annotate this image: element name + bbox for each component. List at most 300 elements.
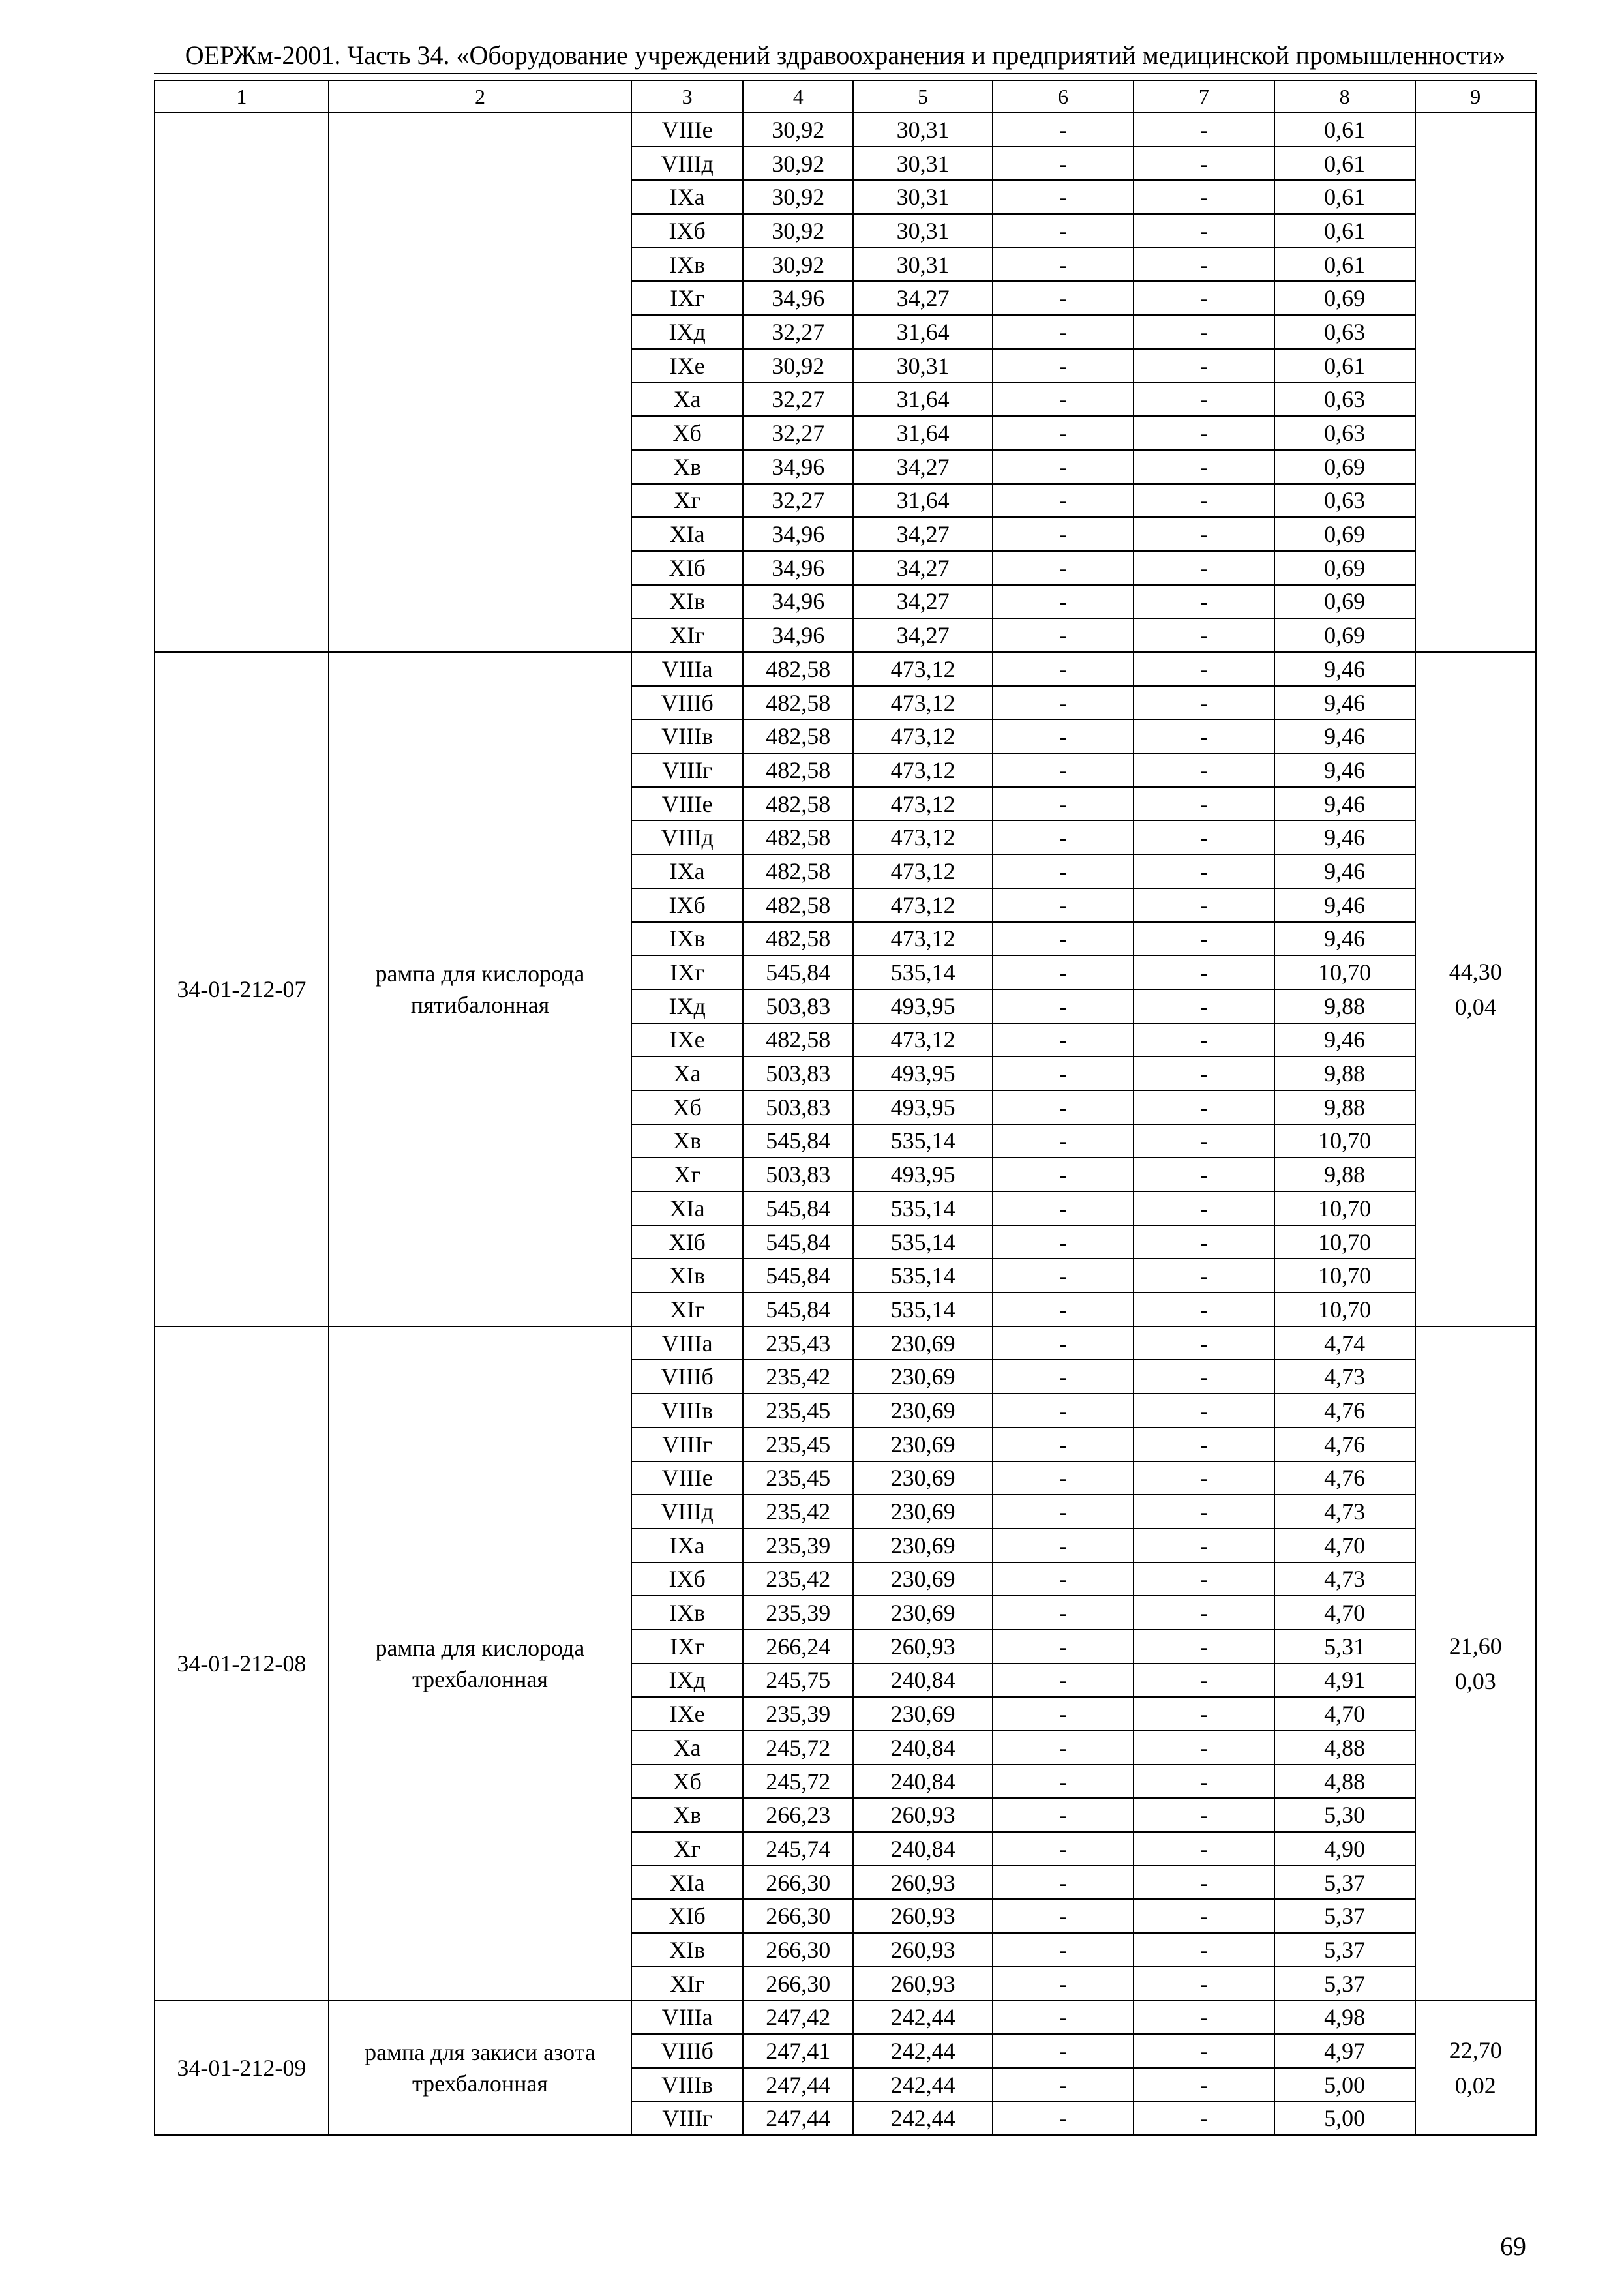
materials-cell: 0,61 xyxy=(1274,147,1415,181)
materials-cell: 10,70 xyxy=(1274,1225,1415,1259)
materials-cell: 4,97 xyxy=(1274,2034,1415,2068)
driver-wages-cell: - xyxy=(1134,2034,1274,2068)
wages-cell: 30,31 xyxy=(853,214,993,248)
machines-cell: - xyxy=(993,1461,1134,1495)
labor-cost-cell xyxy=(1415,2001,1536,2136)
driver-wages-cell: - xyxy=(1134,1428,1274,1461)
driver-wages-cell: - xyxy=(1134,281,1274,315)
driver-wages-cell: - xyxy=(1134,753,1274,787)
machines-cell: - xyxy=(993,854,1134,888)
header-rule xyxy=(154,73,1537,74)
machines-cell: - xyxy=(993,2034,1134,2068)
zone-cell: IXд xyxy=(631,1664,743,1698)
total-cost-cell: 235,42 xyxy=(743,1360,853,1394)
total-cost-cell: 266,30 xyxy=(743,1967,853,2001)
total-cost-cell: 235,39 xyxy=(743,1596,853,1630)
total-cost-cell: 30,92 xyxy=(743,180,853,214)
driver-wages-cell: - xyxy=(1134,484,1274,518)
wages-cell: 230,69 xyxy=(853,1697,993,1731)
driver-wages-cell: - xyxy=(1134,180,1274,214)
total-cost-cell: 247,41 xyxy=(743,2034,853,2068)
machines-cell: - xyxy=(993,719,1134,753)
materials-cell: 4,74 xyxy=(1274,1326,1415,1360)
wages-cell: 240,84 xyxy=(853,1664,993,1698)
total-cost-cell: 32,27 xyxy=(743,416,853,450)
materials-cell: 4,70 xyxy=(1274,1529,1415,1563)
total-cost-cell: 32,27 xyxy=(743,484,853,518)
zone-cell: XIг xyxy=(631,618,743,652)
zone-cell: XIв xyxy=(631,1933,743,1967)
zone-cell: IXг xyxy=(631,955,743,989)
driver-wages-cell: - xyxy=(1134,1664,1274,1698)
page-header: ОЕРЖм-2001. Часть 34. «Оборудование учреждений здравоохранения и предприятий медицинской промышленности» xyxy=(185,40,1506,70)
driver-wages-cell: - xyxy=(1134,1495,1274,1529)
machines-cell: - xyxy=(993,888,1134,922)
total-cost-cell: 235,45 xyxy=(743,1428,853,1461)
column-number: 9 xyxy=(1415,80,1536,113)
machines-cell: - xyxy=(993,989,1134,1023)
zone-cell: Xг xyxy=(631,1832,743,1866)
total-cost-cell: 32,27 xyxy=(743,383,853,417)
wages-cell: 230,69 xyxy=(853,1563,993,1596)
materials-cell: 0,63 xyxy=(1274,484,1415,518)
zone-cell: XIа xyxy=(631,517,743,551)
materials-cell: 4,76 xyxy=(1274,1461,1415,1495)
driver-wages-cell: - xyxy=(1134,517,1274,551)
zone-cell: IXб xyxy=(631,1563,743,1596)
driver-wages-cell: - xyxy=(1134,1731,1274,1765)
zone-cell: VIIIе xyxy=(631,787,743,821)
zone-cell: IXд xyxy=(631,315,743,349)
machines-cell: - xyxy=(993,180,1134,214)
machines-cell: - xyxy=(993,248,1134,282)
materials-cell: 9,46 xyxy=(1274,820,1415,854)
wages-cell: 230,69 xyxy=(853,1461,993,1495)
zone-cell: Xв xyxy=(631,1124,743,1158)
zone-cell: VIIIб xyxy=(631,686,743,720)
materials-cell: 4,88 xyxy=(1274,1765,1415,1799)
materials-cell: 4,73 xyxy=(1274,1563,1415,1596)
wages-cell: 230,69 xyxy=(853,1428,993,1461)
wages-cell: 260,93 xyxy=(853,1798,993,1832)
wages-cell: 260,93 xyxy=(853,1630,993,1664)
wages-cell: 230,69 xyxy=(853,1326,993,1360)
wages-cell: 493,95 xyxy=(853,1056,993,1090)
wages-cell: 30,31 xyxy=(853,349,993,383)
materials-cell: 4,73 xyxy=(1274,1495,1415,1529)
machines-cell: - xyxy=(993,2001,1134,2035)
zone-cell: IXа xyxy=(631,180,743,214)
machines-cell: - xyxy=(993,349,1134,383)
driver-wages-cell: - xyxy=(1134,315,1274,349)
total-cost-cell: 235,42 xyxy=(743,1495,853,1529)
machines-cell: - xyxy=(993,1259,1134,1293)
machines-cell: - xyxy=(993,484,1134,518)
total-cost-cell: 247,44 xyxy=(743,2102,853,2136)
driver-wages-cell: - xyxy=(1134,2068,1274,2102)
driver-wages-cell: - xyxy=(1134,1191,1274,1225)
machines-cell: - xyxy=(993,753,1134,787)
zone-cell: XIб xyxy=(631,1899,743,1933)
materials-cell: 4,91 xyxy=(1274,1664,1415,1698)
zone-cell: VIIIд xyxy=(631,147,743,181)
total-cost-cell: 30,92 xyxy=(743,147,853,181)
total-cost-cell: 545,84 xyxy=(743,955,853,989)
materials-cell: 4,88 xyxy=(1274,1731,1415,1765)
driver-wages-cell: - xyxy=(1134,652,1274,686)
zone-cell: XIг xyxy=(631,1293,743,1326)
zone-cell: VIIIа xyxy=(631,652,743,686)
machines-cell: - xyxy=(993,618,1134,652)
column-number: 7 xyxy=(1134,80,1274,113)
zone-cell: VIIIд xyxy=(631,1495,743,1529)
zone-cell: XIа xyxy=(631,1191,743,1225)
materials-cell: 9,88 xyxy=(1274,1090,1415,1124)
machines-cell: - xyxy=(993,281,1134,315)
machines-cell: - xyxy=(993,1023,1134,1057)
driver-wages-cell: - xyxy=(1134,955,1274,989)
zone-cell: XIб xyxy=(631,551,743,585)
materials-cell: 9,88 xyxy=(1274,989,1415,1023)
driver-wages-cell: - xyxy=(1134,854,1274,888)
wages-cell: 242,44 xyxy=(853,2034,993,2068)
total-cost-cell: 235,39 xyxy=(743,1697,853,1731)
wages-cell: 34,27 xyxy=(853,281,993,315)
materials-cell: 4,98 xyxy=(1274,2001,1415,2035)
machines-cell: - xyxy=(993,2068,1134,2102)
total-cost-cell: 482,58 xyxy=(743,753,853,787)
total-cost-cell: 482,58 xyxy=(743,686,853,720)
driver-wages-cell: - xyxy=(1134,1124,1274,1158)
materials-cell: 0,61 xyxy=(1274,349,1415,383)
zone-cell: IXб xyxy=(631,888,743,922)
materials-cell: 9,46 xyxy=(1274,922,1415,956)
wages-cell: 535,14 xyxy=(853,1191,993,1225)
machines-cell: - xyxy=(993,1495,1134,1529)
wages-cell: 473,12 xyxy=(853,1023,993,1057)
rate-code xyxy=(155,113,329,652)
total-cost-cell: 30,92 xyxy=(743,113,853,147)
materials-cell: 0,61 xyxy=(1274,248,1415,282)
table-header xyxy=(155,80,1536,113)
zone-cell: VIIIа xyxy=(631,2001,743,2035)
rate-code: 34-01-212-09 xyxy=(155,2001,329,2136)
zone-cell: VIIIг xyxy=(631,1428,743,1461)
zone-cell: Xа xyxy=(631,1056,743,1090)
total-cost-cell: 482,58 xyxy=(743,719,853,753)
total-cost-cell: 34,96 xyxy=(743,281,853,315)
wages-cell: 242,44 xyxy=(853,2001,993,2035)
materials-cell: 4,70 xyxy=(1274,1697,1415,1731)
labor-cost-line: 0,04 xyxy=(1454,993,1496,1020)
zone-cell: Xа xyxy=(631,1731,743,1765)
column-number: 2 xyxy=(329,80,631,113)
total-cost-cell: 266,30 xyxy=(743,1866,853,1900)
materials-cell: 0,63 xyxy=(1274,383,1415,417)
materials-cell: 0,69 xyxy=(1274,450,1415,484)
driver-wages-cell: - xyxy=(1134,922,1274,956)
total-cost-cell: 245,72 xyxy=(743,1765,853,1799)
wages-cell: 473,12 xyxy=(853,753,993,787)
materials-cell: 0,61 xyxy=(1274,214,1415,248)
labor-cost-cell xyxy=(1415,113,1536,652)
wages-cell: 34,27 xyxy=(853,585,993,619)
materials-cell: 0,61 xyxy=(1274,180,1415,214)
total-cost-cell: 545,84 xyxy=(743,1259,853,1293)
machines-cell: - xyxy=(993,214,1134,248)
materials-cell: 9,46 xyxy=(1274,1023,1415,1057)
zone-cell: VIIIа xyxy=(631,1326,743,1360)
driver-wages-cell: - xyxy=(1134,1158,1274,1191)
total-cost-cell: 503,83 xyxy=(743,1158,853,1191)
machines-cell: - xyxy=(993,1225,1134,1259)
driver-wages-cell: - xyxy=(1134,719,1274,753)
wages-cell: 473,12 xyxy=(853,854,993,888)
materials-cell: 9,46 xyxy=(1274,652,1415,686)
wages-cell: 31,64 xyxy=(853,383,993,417)
total-cost-cell: 34,96 xyxy=(743,585,853,619)
driver-wages-cell: - xyxy=(1134,1360,1274,1394)
total-cost-cell: 245,75 xyxy=(743,1664,853,1698)
machines-cell: - xyxy=(993,1124,1134,1158)
work-name-line: рампа для кислорода xyxy=(375,1634,585,1661)
materials-cell: 9,46 xyxy=(1274,854,1415,888)
machines-cell: - xyxy=(993,450,1134,484)
wages-cell: 230,69 xyxy=(853,1495,993,1529)
page-number: 69 xyxy=(1500,2232,1526,2261)
driver-wages-cell: - xyxy=(1134,1933,1274,1967)
materials-cell: 10,70 xyxy=(1274,1191,1415,1225)
work-name-line: рампа для закиси азота xyxy=(365,2039,595,2065)
driver-wages-cell: - xyxy=(1134,383,1274,417)
zone-cell: VIIIв xyxy=(631,719,743,753)
total-cost-cell: 235,43 xyxy=(743,1326,853,1360)
labor-cost-line: 22,70 xyxy=(1449,2037,1502,2063)
driver-wages-cell: - xyxy=(1134,787,1274,821)
materials-cell: 5,30 xyxy=(1274,1798,1415,1832)
driver-wages-cell: - xyxy=(1134,1225,1274,1259)
total-cost-cell: 30,92 xyxy=(743,248,853,282)
driver-wages-cell: - xyxy=(1134,820,1274,854)
work-name-line: трехбалонная xyxy=(412,2070,548,2097)
zone-cell: VIIIб xyxy=(631,2034,743,2068)
zone-cell: Xг xyxy=(631,1158,743,1191)
driver-wages-cell: - xyxy=(1134,1899,1274,1933)
driver-wages-cell: - xyxy=(1134,1293,1274,1326)
materials-cell: 9,46 xyxy=(1274,753,1415,787)
driver-wages-cell: - xyxy=(1134,1596,1274,1630)
wages-cell: 493,95 xyxy=(853,1158,993,1191)
driver-wages-cell: - xyxy=(1134,1697,1274,1731)
zone-cell: VIIIд xyxy=(631,820,743,854)
labor-cost-line: 0,02 xyxy=(1454,2072,1496,2099)
machines-cell: - xyxy=(993,922,1134,956)
wages-cell: 535,14 xyxy=(853,1293,993,1326)
driver-wages-cell: - xyxy=(1134,1529,1274,1563)
total-cost-cell: 235,42 xyxy=(743,1563,853,1596)
total-cost-cell: 34,96 xyxy=(743,450,853,484)
labor-cost-line: 21,60 xyxy=(1449,1632,1502,1659)
materials-cell: 5,37 xyxy=(1274,1933,1415,1967)
machines-cell: - xyxy=(993,1731,1134,1765)
machines-cell: - xyxy=(993,1191,1134,1225)
zone-cell: IXе xyxy=(631,349,743,383)
driver-wages-cell: - xyxy=(1134,618,1274,652)
materials-cell: 4,73 xyxy=(1274,1360,1415,1394)
wages-cell: 242,44 xyxy=(853,2068,993,2102)
zone-cell: XIа xyxy=(631,1866,743,1900)
wages-cell: 260,93 xyxy=(853,1899,993,1933)
machines-cell: - xyxy=(993,585,1134,619)
driver-wages-cell: - xyxy=(1134,113,1274,147)
materials-cell: 4,70 xyxy=(1274,1596,1415,1630)
machines-cell: - xyxy=(993,1630,1134,1664)
machines-cell: - xyxy=(993,1158,1134,1191)
total-cost-cell: 482,58 xyxy=(743,922,853,956)
table-body xyxy=(155,113,1536,2135)
zone-cell: VIIIв xyxy=(631,1394,743,1428)
wages-cell: 30,31 xyxy=(853,113,993,147)
total-cost-cell: 266,30 xyxy=(743,1933,853,1967)
machines-cell: - xyxy=(993,1394,1134,1428)
table-row xyxy=(155,1326,1536,1360)
zone-cell: XIб xyxy=(631,1225,743,1259)
machines-cell: - xyxy=(993,1293,1134,1326)
total-cost-cell: 545,84 xyxy=(743,1225,853,1259)
machines-cell: - xyxy=(993,686,1134,720)
zone-cell: IXг xyxy=(631,281,743,315)
wages-cell: 30,31 xyxy=(853,180,993,214)
machines-cell: - xyxy=(993,1798,1134,1832)
total-cost-cell: 266,23 xyxy=(743,1798,853,1832)
driver-wages-cell: - xyxy=(1134,1563,1274,1596)
wages-cell: 260,93 xyxy=(853,1933,993,1967)
materials-cell: 0,69 xyxy=(1274,551,1415,585)
rate-code: 34-01-212-08 xyxy=(155,1326,329,2001)
driver-wages-cell: - xyxy=(1134,989,1274,1023)
driver-wages-cell: - xyxy=(1134,349,1274,383)
wages-cell: 473,12 xyxy=(853,652,993,686)
driver-wages-cell: - xyxy=(1134,416,1274,450)
wages-cell: 230,69 xyxy=(853,1529,993,1563)
table-row xyxy=(155,2001,1536,2035)
column-number: 5 xyxy=(853,80,993,113)
table-row xyxy=(155,113,1536,147)
materials-cell: 10,70 xyxy=(1274,1124,1415,1158)
total-cost-cell: 247,42 xyxy=(743,2001,853,2035)
total-cost-cell: 545,84 xyxy=(743,1191,853,1225)
machines-cell: - xyxy=(993,1933,1134,1967)
machines-cell: - xyxy=(993,1765,1134,1799)
work-name-line: рампа для кислорода xyxy=(375,960,585,987)
driver-wages-cell: - xyxy=(1134,1394,1274,1428)
machines-cell: - xyxy=(993,1664,1134,1698)
machines-cell: - xyxy=(993,1866,1134,1900)
zone-cell: VIIIб xyxy=(631,1360,743,1394)
driver-wages-cell: - xyxy=(1134,1056,1274,1090)
wages-cell: 30,31 xyxy=(853,147,993,181)
zone-cell: IXе xyxy=(631,1697,743,1731)
machines-cell: - xyxy=(993,955,1134,989)
driver-wages-cell: - xyxy=(1134,1630,1274,1664)
zone-cell: Xб xyxy=(631,1765,743,1799)
materials-cell: 9,46 xyxy=(1274,719,1415,753)
wages-cell: 31,64 xyxy=(853,484,993,518)
zone-cell: IXе xyxy=(631,1023,743,1057)
work-name-line: пятибалонная xyxy=(410,991,550,1018)
total-cost-cell: 482,58 xyxy=(743,888,853,922)
total-cost-cell: 545,84 xyxy=(743,1124,853,1158)
materials-cell: 5,37 xyxy=(1274,1967,1415,2001)
total-cost-cell: 482,58 xyxy=(743,854,853,888)
zone-cell: XIг xyxy=(631,1967,743,2001)
wages-cell: 242,44 xyxy=(853,2102,993,2136)
driver-wages-cell: - xyxy=(1134,248,1274,282)
machines-cell: - xyxy=(993,315,1134,349)
wages-cell: 34,27 xyxy=(853,450,993,484)
wages-cell: 535,14 xyxy=(853,955,993,989)
wages-cell: 535,14 xyxy=(853,1124,993,1158)
machines-cell: - xyxy=(993,1090,1134,1124)
zone-cell: IXг xyxy=(631,1630,743,1664)
total-cost-cell: 235,45 xyxy=(743,1394,853,1428)
materials-cell: 5,37 xyxy=(1274,1866,1415,1900)
wages-cell: 473,12 xyxy=(853,719,993,753)
total-cost-cell: 34,96 xyxy=(743,618,853,652)
zone-cell: XIв xyxy=(631,585,743,619)
total-cost-cell: 545,84 xyxy=(743,1293,853,1326)
driver-wages-cell: - xyxy=(1134,2102,1274,2136)
zone-cell: VIIIг xyxy=(631,2102,743,2136)
driver-wages-cell: - xyxy=(1134,147,1274,181)
rate-code: 34-01-212-07 xyxy=(155,652,329,1326)
machines-cell: - xyxy=(993,517,1134,551)
zone-cell: XIв xyxy=(631,1259,743,1293)
materials-cell: 0,69 xyxy=(1274,585,1415,619)
machines-cell: - xyxy=(993,1360,1134,1394)
materials-cell: 5,31 xyxy=(1274,1630,1415,1664)
zone-cell: IXв xyxy=(631,1596,743,1630)
materials-cell: 4,76 xyxy=(1274,1428,1415,1461)
total-cost-cell: 482,58 xyxy=(743,820,853,854)
total-cost-cell: 482,58 xyxy=(743,1023,853,1057)
wages-cell: 230,69 xyxy=(853,1360,993,1394)
driver-wages-cell: - xyxy=(1134,1326,1274,1360)
zone-cell: IXа xyxy=(631,1529,743,1563)
driver-wages-cell: - xyxy=(1134,1461,1274,1495)
price-table xyxy=(154,80,1537,2136)
column-number: 8 xyxy=(1274,80,1415,113)
machines-cell: - xyxy=(993,1899,1134,1933)
materials-cell: 9,46 xyxy=(1274,787,1415,821)
driver-wages-cell: - xyxy=(1134,1832,1274,1866)
wages-cell: 473,12 xyxy=(853,686,993,720)
driver-wages-cell: - xyxy=(1134,1967,1274,2001)
total-cost-cell: 34,96 xyxy=(743,551,853,585)
driver-wages-cell: - xyxy=(1134,1866,1274,1900)
work-name xyxy=(329,113,631,652)
driver-wages-cell: - xyxy=(1134,1765,1274,1799)
materials-cell: 9,88 xyxy=(1274,1056,1415,1090)
work-name xyxy=(329,2001,631,2136)
driver-wages-cell: - xyxy=(1134,450,1274,484)
wages-cell: 473,12 xyxy=(853,787,993,821)
total-cost-cell: 266,30 xyxy=(743,1899,853,1933)
wages-cell: 493,95 xyxy=(853,989,993,1023)
zone-cell: IXб xyxy=(631,214,743,248)
column-number: 1 xyxy=(155,80,329,113)
column-number: 6 xyxy=(993,80,1134,113)
